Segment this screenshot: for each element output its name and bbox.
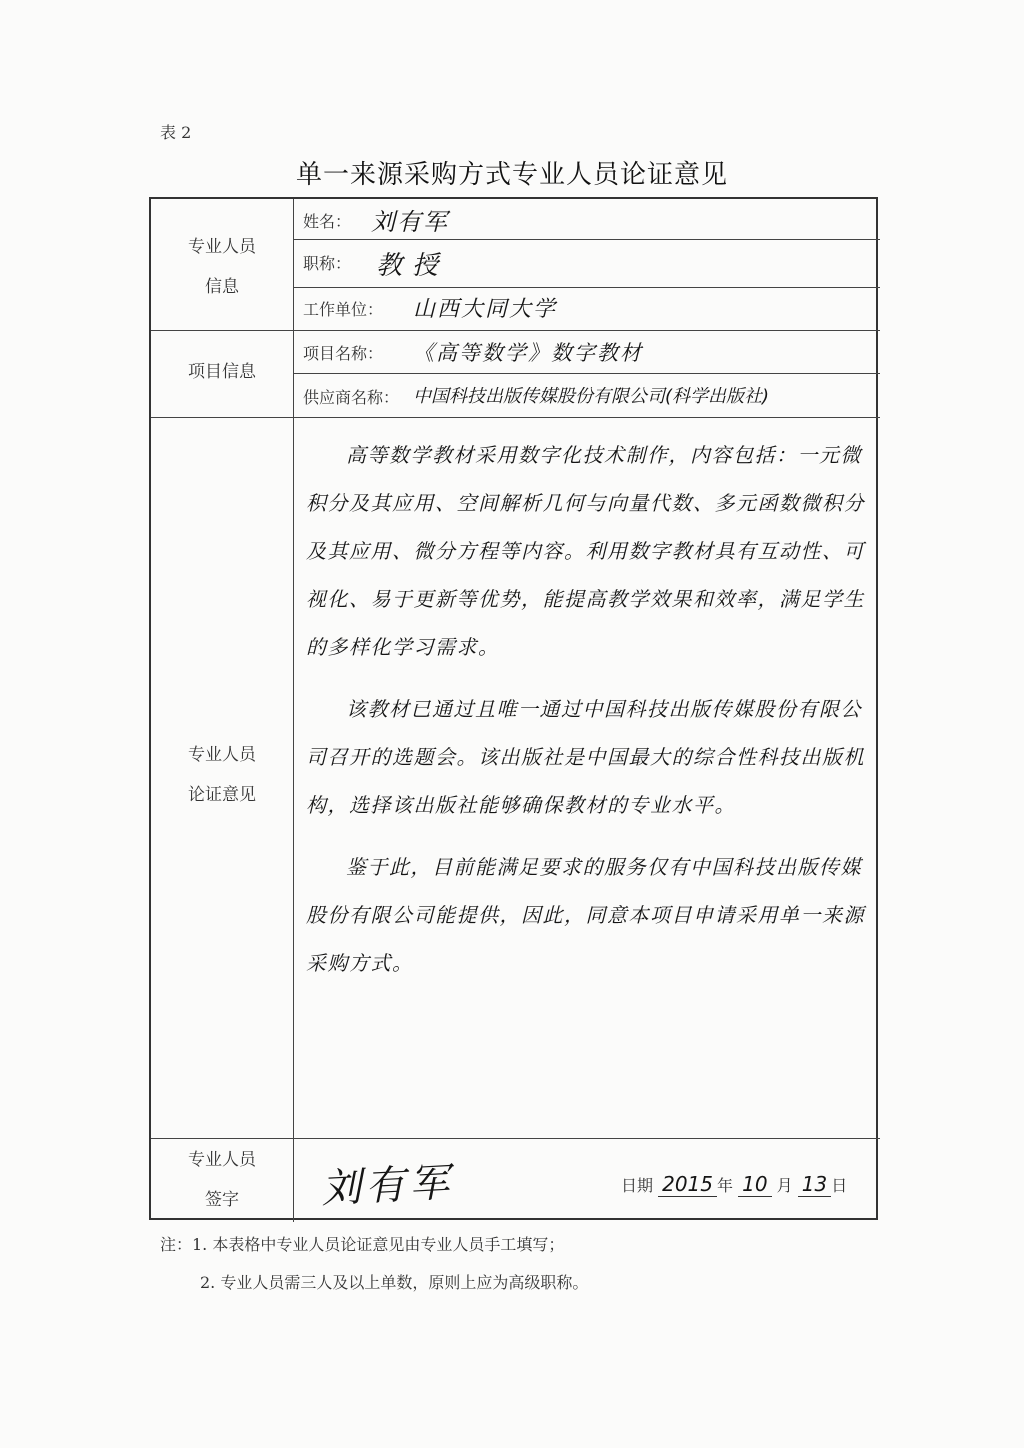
name-label: 姓名： [303,212,352,231]
name-value: 刘有军 [371,208,449,236]
row-divider [151,417,880,418]
opinion-label-line1: 专业人员 [188,745,256,765]
expert-info-label-line1: 专业人员 [188,237,256,257]
row-divider [293,239,880,240]
date-year-unit: 年 [717,1176,734,1195]
title-value: 教授 [376,251,449,281]
opinion-paragraph: 鉴于此，目前能满足要求的服务仅有中国科技出版传媒股份有限公司能提供，因此，同意本项目申请采用单一来源采购方式。 [306,855,865,975]
footnote-1: 注：1. 本表格中专业人员论证意见由专业人员手工填写； [160,1235,565,1254]
project-name-label: 项目名称： [303,344,384,363]
row-divider [151,1138,880,1139]
project-info-section-label: 项目信息 [188,362,256,382]
date-day-unit: 日 [831,1176,848,1195]
opinion-section-label [151,735,293,815]
opinion-text [306,431,871,1001]
handwritten-signature: 刘有军 [320,1159,455,1213]
expert-info-label-line2: 信息 [205,277,239,297]
title-label: 职称： [303,254,352,273]
signature-label-line1: 专业人员 [188,1150,256,1170]
signature-section-label [151,1140,293,1220]
supplier-label: 供应商名称： [303,388,400,407]
row-divider [293,287,880,288]
footnotes [160,1226,588,1302]
opinion-paragraph: 该教材已通过且唯一通过中国科技出版传媒股份有限公司召开的选题会。该出版社是中国最大的综合性科技出版机构，选择该出版社能够确保教材的专业水平。 [306,697,865,817]
document-title: 单一来源采购方式专业人员论证意见 [295,160,728,190]
opinion-label-line2: 论证意见 [188,785,256,805]
expert-info-section-label [151,227,293,307]
project-name-value: 《高等数学》数字教材 [413,341,643,365]
column-divider [293,199,294,1222]
date-month: 10 [738,1172,771,1197]
date-label: 日期 [621,1176,654,1195]
unit-label: 工作单位： [303,300,384,319]
date-month-unit: 月 [776,1176,793,1195]
unit-value: 山西大同大学 [413,297,558,322]
signature-label-line2: 签字 [205,1190,239,1210]
date-year: 2015 [658,1172,717,1197]
date-row [621,1172,847,1196]
supplier-value: 中国科技出版传媒股份有限公司(科学出版社) [413,386,770,407]
opinion-form [149,197,878,1220]
row-divider [293,373,880,374]
page-tag: 表 2 [160,123,192,142]
footnote-2: 2. 专业人员需三人及以上单数，原则上应为高级职称。 [200,1273,589,1292]
row-divider [151,330,880,331]
opinion-paragraph: 高等数学教材采用数字化技术制作，内容包括：一元微积分及其应用、空间解析几何与向量代数、多元函数微积分及其应用、微分方程等内容。利用数字教材具有互动性、可视化、易于更新等优势，能提高教学效果和效率，满足学生的多样化学习需求。 [306,443,865,659]
date-day: 13 [798,1172,831,1197]
